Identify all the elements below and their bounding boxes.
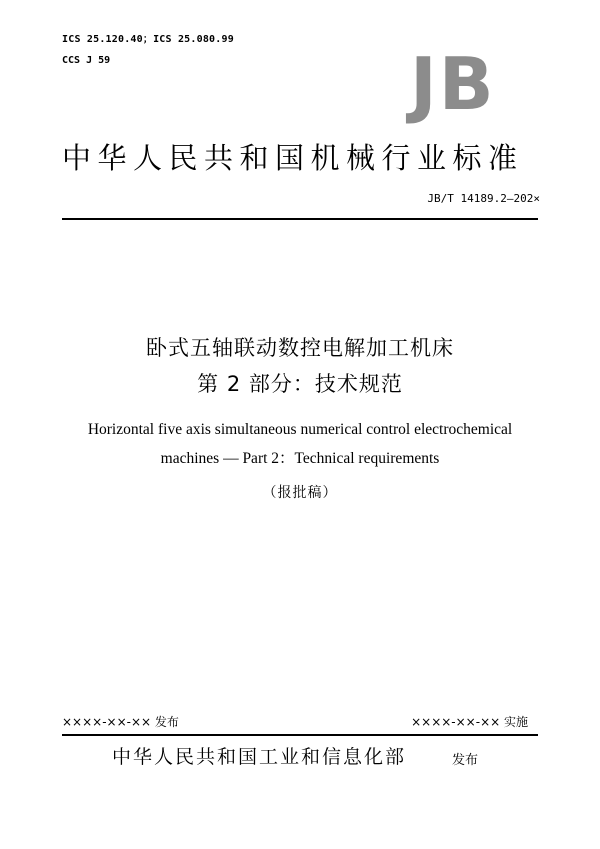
document-title-cn-line2: 第 2 部分：技术规范 xyxy=(197,372,403,396)
document-title-en-line1: Horizontal five axis simultaneous numerical control electrochemical xyxy=(87,421,513,438)
draft-status: （报批稿） xyxy=(262,485,338,501)
standard-number: JB/T 14189.2—202× xyxy=(427,192,540,205)
issuer-suffix: 发布 xyxy=(452,753,479,768)
standard-category-title: 中华人民共和国机械行业标准 xyxy=(62,141,524,175)
jb-logo: JB xyxy=(410,42,496,126)
bottom-divider xyxy=(62,734,538,736)
implement-date: ××××-××-×× 实施 xyxy=(411,715,528,729)
ics-code: ICS 25.120.40；ICS 25.080.99 xyxy=(62,34,234,45)
top-divider xyxy=(62,218,538,220)
ccs-code: CCS J 59 xyxy=(62,55,111,66)
document-title-en-line2: machines — Part 2：Technical requirements xyxy=(160,450,440,467)
document-title-cn-line1: 卧式五轴联动数控电解加工机床 xyxy=(146,336,454,360)
publish-date: ××××-××-×× 发布 xyxy=(62,715,179,729)
issuer: 中华人民共和国工业和信息化部 xyxy=(112,746,407,768)
